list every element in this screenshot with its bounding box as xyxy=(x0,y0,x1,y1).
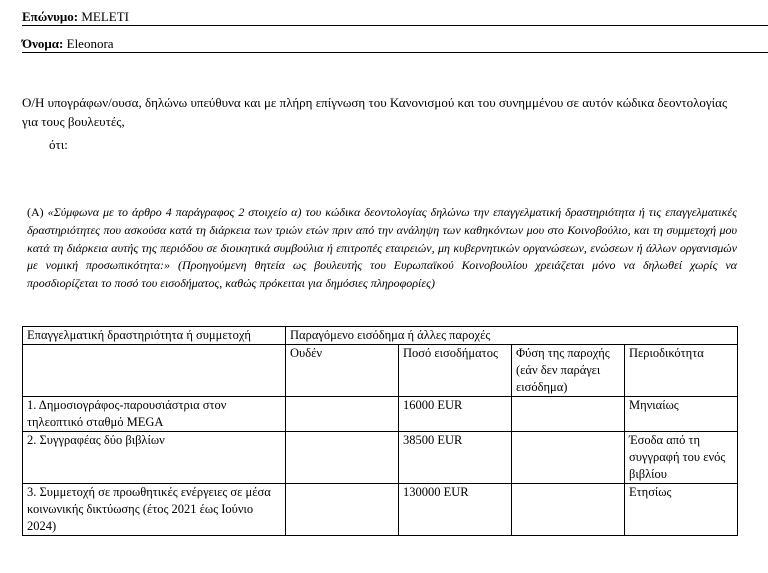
table-header-row xyxy=(23,327,738,345)
header-none: Ουδέν xyxy=(286,345,399,397)
table-row xyxy=(23,432,738,484)
table-row xyxy=(23,397,738,432)
that-label: ότι: xyxy=(49,137,68,152)
row-amount: 38500 EUR xyxy=(399,432,512,484)
section-a-paragraph xyxy=(27,204,737,293)
row-activity: 1. Δημοσιογράφος-παρουσιάστρια στον τηλεοπτικό σταθμό MEGA xyxy=(23,397,286,432)
row-period: Έσοδα από τη συγγραφή του ενός βιβλίου xyxy=(625,432,738,484)
row-nature xyxy=(512,432,625,484)
section-a-note: (Προηγούμενη θητεία ως βουλευτής του Ευρωπαϊκού Κοινοβουλίου χρειάζεται μόνο να δηλωθεί χωρίς να προσδιορίζεται το ποσό του εισοδήματος, καθώς πρόκειται για δημόσιες πληροφορίες) xyxy=(27,258,737,291)
table-row xyxy=(23,484,738,536)
first-name-label: Όνομα: xyxy=(22,36,64,51)
header-income-group: Παραγόμενο εισόδημα ή άλλες παροχές xyxy=(286,327,738,345)
row-period: Ετησίως xyxy=(625,484,738,536)
surname-value: MELETI xyxy=(81,9,129,24)
row-amount: 16000 EUR xyxy=(399,397,512,432)
intro-paragraph: Ο/Η υπογράφων/ουσα, δηλώνω υπεύθυνα και με πλήρη επίγνωση του Κανονισμού και του συνημμένου σε αυτόν κώδικα δεοντολογίας για τους βουλευτές, xyxy=(22,95,728,129)
first-name-value: Eleonora xyxy=(66,36,114,51)
row-nature xyxy=(512,484,625,536)
declaration-table xyxy=(22,326,738,536)
surname-label: Επώνυμο: xyxy=(22,9,79,24)
section-a-prefix: (A) xyxy=(27,205,48,219)
header-nature: Φύση της παροχής (εάν δεν παράγει εισόδημα) xyxy=(512,345,625,397)
row-amount: 130000 EUR xyxy=(399,484,512,536)
header-amount: Ποσό εισοδήματος xyxy=(399,345,512,397)
row-nature xyxy=(512,397,625,432)
table-subheader-row xyxy=(23,345,738,397)
section-a-quote: «Σύμφωνα με το άρθρο 4 παράγραφος 2 στοιχείο α) του κώδικα δεοντολογίας δηλώνω την επαγγελματική δραστηριότητα ή τις επαγγελματικές δραστηριότητες που ασκούσα κατά τη διάρκεια των τριών ετών πριν από την ανάληψη των καθηκόντων μου στο Κοινοβούλιο, και τη συμμετοχή μου κατά τη διάρκεια αυτής της περιόδου σε διοικητικά συμβούλια ή επιτροπές εταιρειών, μη κυβερνητικών οργανώσεων, ενώσεων ή άλλων οργανισμών με νομική προσωπικότητα:» xyxy=(27,205,737,273)
row-none xyxy=(286,432,399,484)
surname-field xyxy=(22,9,768,26)
row-none xyxy=(286,397,399,432)
header-activity: Επαγγελματική δραστηριότητα ή συμμετοχή xyxy=(23,327,286,345)
first-name-field xyxy=(22,36,768,53)
subheader-empty xyxy=(23,345,286,397)
row-none xyxy=(286,484,399,536)
row-activity: 2. Συγγραφέας δύο βιβλίων xyxy=(23,432,286,484)
header-period: Περιοδικότητα xyxy=(625,345,738,397)
row-period: Μηνιαίως xyxy=(625,397,738,432)
row-activity: 3. Συμμετοχή σε προωθητικές ενέργειες σε μέσα κοινωνικής δικτύωσης (έτος 2021 έως Ιούνιο 2024) xyxy=(23,484,286,536)
